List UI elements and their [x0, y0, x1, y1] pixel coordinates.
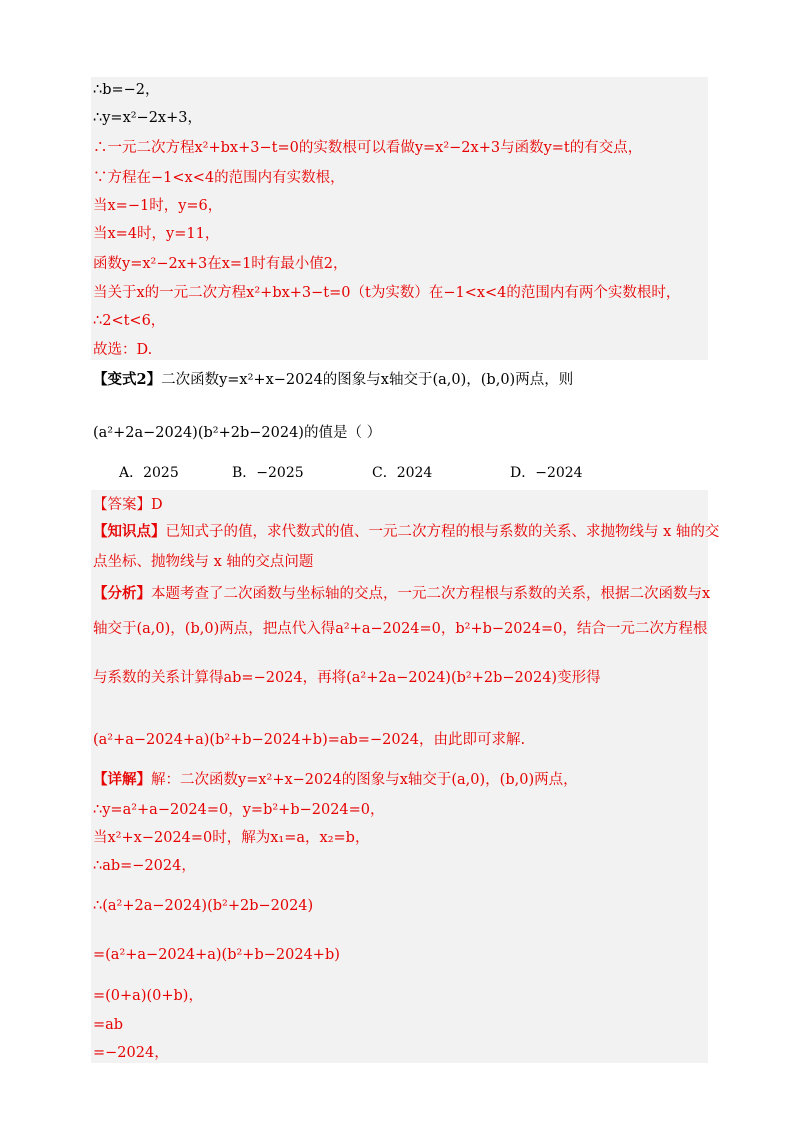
detail-line-3: 当x²+x−2024=0时，解为x₁=a，x₂=b， — [93, 830, 370, 846]
question-line-1 — [93, 370, 573, 390]
knowledge-line-1 — [93, 522, 719, 542]
analysis-line-1 — [93, 584, 710, 604]
option-d: D．−2024 — [510, 465, 583, 481]
detail-line-4: ∴ab=−2024， — [93, 858, 196, 874]
solution-line-7: 函数y=x²−2x+3在x=1时有最小值2， — [93, 256, 348, 272]
detail-line-6: =(a²+a−2024+a)(b²+b−2024+b) — [93, 947, 340, 963]
solution-line-1: ∴b=−2， — [93, 82, 160, 98]
detail-line-1 — [93, 770, 578, 790]
option-c: C．2024 — [372, 465, 433, 481]
detail-line-8: =ab — [93, 1017, 124, 1033]
detail-line-5: ∴(a²+2a−2024)(b²+2b−2024) — [93, 898, 314, 914]
analysis-line-2: 轴交于(a,0)，(b,0)两点，把点代入得a²+a−2024=0，b²+b−2024=0，结合一元二次方程根 — [93, 621, 708, 637]
question-tag: 【变式2】 — [93, 371, 162, 388]
analysis-tag: 【分析】 — [93, 585, 151, 602]
solution-line-2: ∴y=x²−2x+3， — [93, 110, 202, 126]
knowledge-text-1: 已知式子的值，求代数式的值、一元二次方程的根与系数的关系、求抛物线与 x 轴的交 — [165, 524, 720, 540]
knowledge-tag: 【知识点】 — [93, 523, 166, 540]
solution-line-5: 当x=−1时，y=6， — [93, 198, 223, 214]
analysis-text-1: 本题考查了二次函数与坐标轴的交点，一元二次方程根与系数的关系，根据二次函数与x — [151, 586, 711, 602]
analysis-line-4: (a²+a−2024+a)(b²+b−2024+b)=ab=−2024，由此即可求解. — [93, 732, 526, 748]
solution-line-9: ∴2<t<6， — [93, 313, 166, 329]
analysis-line-3: 与系数的关系计算得ab=−2024，再将(a²+2a−2024)(b²+2b−2024)变形得 — [93, 670, 601, 686]
solution-line-4: ∵方程在−1<x<4的范围内有实数根， — [93, 170, 345, 186]
detail-line-2: ∴y=a²+a−2024=0，y=b²+b−2024=0， — [93, 802, 385, 818]
solution-line-10: 故选：D. — [93, 342, 153, 358]
solution-line-8: 当关于x的一元二次方程x²+bx+3−t=0（t为实数）在−1<x<4的范围内有两个实数根时， — [93, 285, 681, 301]
knowledge-line-2: 点坐标、抛物线与 x 轴的交点问题 — [93, 554, 314, 570]
question-text-1: 二次函数y=x²+x−2024的图象与x轴交于(a,0)，(b,0)两点，则 — [161, 372, 574, 388]
solution-line-6: 当x=4时，y=11， — [93, 226, 220, 242]
detail-tag: 【详解】 — [93, 771, 151, 788]
detail-text-1: 解：二次函数y=x²+x−2024的图象与x轴交于(a,0)，(b,0)两点， — [151, 772, 578, 788]
detail-line-9: =−2024， — [93, 1045, 169, 1061]
answer-line: 【答案】D — [93, 497, 163, 513]
solution-line-3: ∴一元二次方程x²+bx+3−t=0的实数根可以看做y=x²−2x+3与函数y=t的有交点， — [93, 140, 643, 156]
option-a: A．2025 — [119, 465, 179, 481]
detail-line-7: =(0+a)(0+b)， — [93, 988, 203, 1004]
option-b: B．−2025 — [232, 465, 304, 481]
question-line-2: (a²+2a−2024)(b²+2b−2024)的值是（ ） — [93, 425, 382, 441]
